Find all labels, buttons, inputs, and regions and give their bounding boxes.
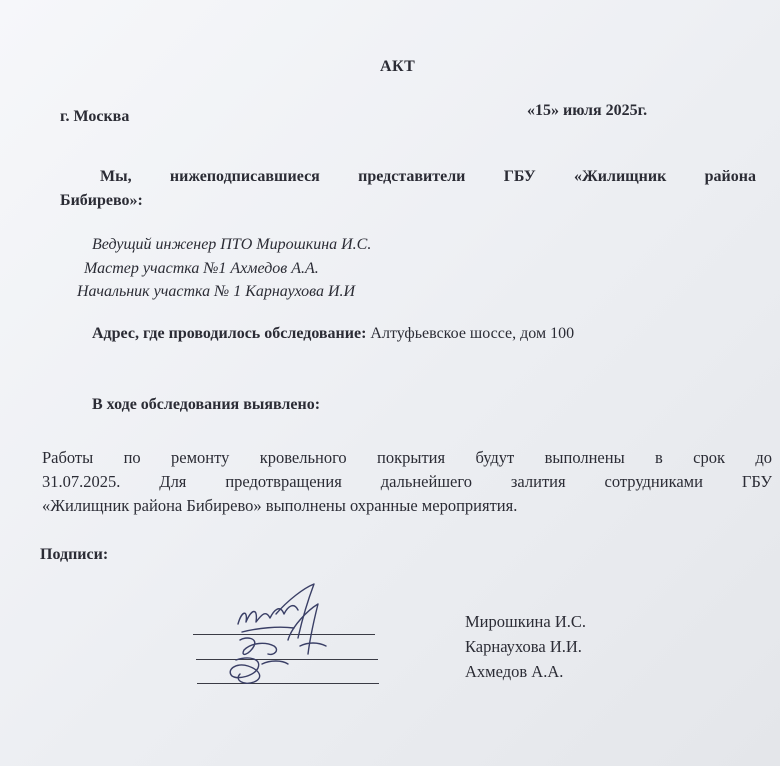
address-line: [92, 325, 574, 343]
signer-name: Карнаухова И.И.: [465, 637, 582, 656]
intro-word: представители: [358, 168, 466, 185]
member-line: Мастер участка №1 Ахмедов А.А.: [84, 260, 319, 277]
intro-line-1: [100, 168, 756, 186]
intro-word: района: [704, 168, 756, 185]
handwritten-signature: [218, 580, 348, 692]
intro-word: ГБУ: [503, 168, 536, 185]
member-line: Ведущий инженер ПТО Мирошкина И.С.: [92, 236, 372, 253]
document-date: «15» июля 2025г.: [527, 102, 648, 119]
findings-line: 31.07.2025. Для предотвращения дальнейшего залития сотрудниками ГБУ: [42, 472, 772, 491]
city: г. Москва: [60, 108, 130, 125]
intro-word: нижеподписавшиеся: [169, 168, 320, 185]
intro-line-2: Бибирево»:: [60, 192, 143, 209]
signatures-label: Подписи:: [40, 546, 109, 563]
address-value: Алтуфьевское шоссе, дом 100: [370, 325, 575, 342]
signer-name: Ахмедов А.А.: [465, 662, 564, 681]
findings-line: «Жилищник района Бибирево» выполнены охранные мероприятия.: [42, 496, 518, 515]
document-title: АКТ: [380, 58, 416, 75]
findings-text: [42, 446, 772, 518]
findings-line: Работы по ремонту кровельного покрытия будут выполнены в срок до: [42, 448, 772, 467]
intro-word: Мы,: [100, 168, 132, 185]
signer-name: Мирошкина И.С.: [465, 612, 587, 631]
address-label: Адрес, где проводилось обследование:: [92, 325, 367, 342]
findings-label: В ходе обследования выявлено:: [92, 396, 321, 413]
intro-word: «Жилищник: [573, 168, 667, 185]
member-line: Начальник участка № 1 Карнаухова И.И: [77, 283, 356, 300]
